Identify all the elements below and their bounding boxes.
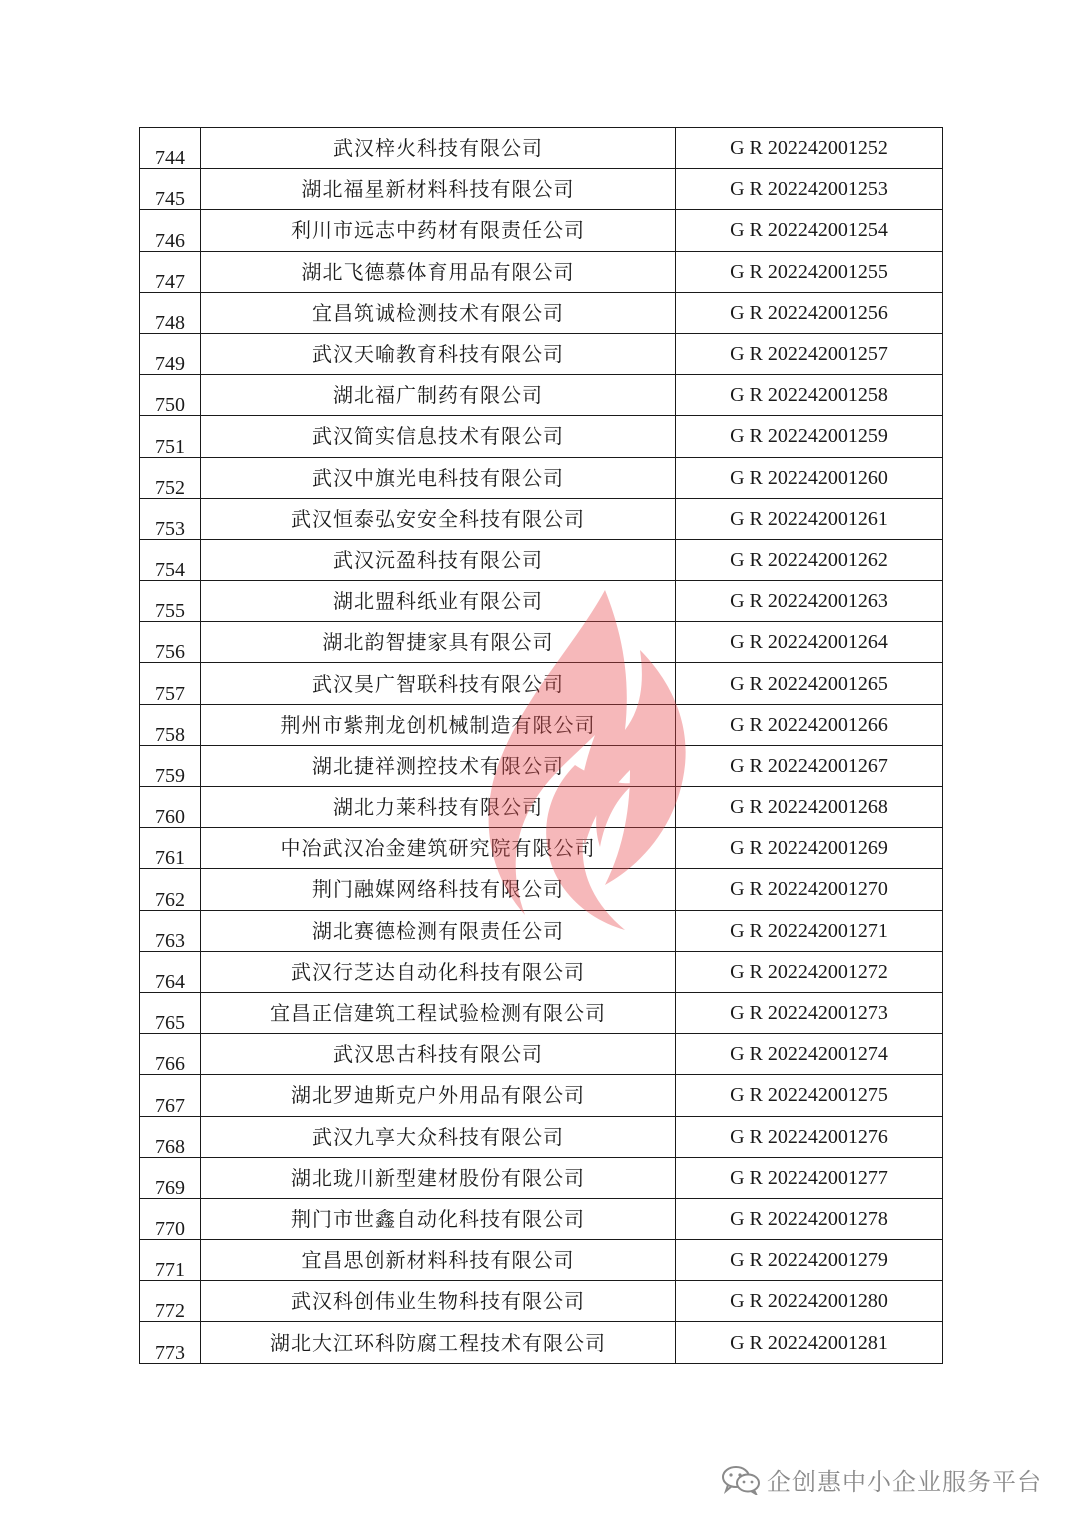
row-number: 751 (140, 416, 201, 457)
company-name: 武汉天喻教育科技有限公司 (201, 333, 676, 374)
table-row (140, 663, 943, 704)
row-number: 753 (140, 498, 201, 539)
table-row (140, 704, 943, 745)
company-name: 宜昌正信建筑工程试验检测有限公司 (201, 992, 676, 1033)
row-number: 748 (140, 292, 201, 333)
certificate-number: G R 202242001280 (676, 1281, 943, 1322)
table-row (140, 828, 943, 869)
footer-watermark (721, 1462, 1042, 1497)
certificate-number: G R 202242001279 (676, 1240, 943, 1281)
footer-account-name: 企创惠中小企业服务平台 (767, 1468, 1042, 1496)
company-name: 武汉昊广智联科技有限公司 (201, 663, 676, 704)
table-row (140, 416, 943, 457)
table-row (140, 1157, 943, 1198)
company-name: 湖北飞德慕体育用品有限公司 (201, 251, 676, 292)
company-name: 湖北赛德检测有限责任公司 (201, 910, 676, 951)
certificate-number: G R 202242001262 (676, 539, 943, 580)
table-row (140, 1322, 943, 1363)
table-row (140, 1281, 943, 1322)
row-number: 759 (140, 745, 201, 786)
company-name: 湖北力莱科技有限公司 (201, 787, 676, 828)
row-number: 754 (140, 539, 201, 580)
table-row (140, 951, 943, 992)
company-name: 武汉行芝达自动化科技有限公司 (201, 951, 676, 992)
table-row (140, 539, 943, 580)
company-name: 湖北捷祥测控技术有限公司 (201, 745, 676, 786)
certificate-number: G R 202242001252 (676, 128, 943, 169)
certificate-number: G R 202242001271 (676, 910, 943, 951)
row-number: 761 (140, 828, 201, 869)
certificate-number: G R 202242001278 (676, 1198, 943, 1239)
table-row (140, 1075, 943, 1116)
certificate-number: G R 202242001281 (676, 1322, 943, 1363)
company-name: 武汉九享大众科技有限公司 (201, 1116, 676, 1157)
row-number: 744 (140, 128, 201, 169)
certificate-number: G R 202242001253 (676, 169, 943, 210)
company-name: 湖北罗迪斯克户外用品有限公司 (201, 1075, 676, 1116)
company-name: 湖北大江环科防腐工程技术有限公司 (201, 1322, 676, 1363)
certificate-number: G R 202242001261 (676, 498, 943, 539)
certificate-number: G R 202242001258 (676, 375, 943, 416)
table-row (140, 1240, 943, 1281)
table-row (140, 622, 943, 663)
company-name: 荆门市世鑫自动化科技有限公司 (201, 1198, 676, 1239)
certificate-number: G R 202242001269 (676, 828, 943, 869)
company-name: 宜昌思创新材料科技有限公司 (201, 1240, 676, 1281)
company-name: 湖北福星新材料科技有限公司 (201, 169, 676, 210)
row-number: 757 (140, 663, 201, 704)
certificate-number: G R 202242001274 (676, 1034, 943, 1075)
certificate-number: G R 202242001263 (676, 581, 943, 622)
row-number: 769 (140, 1157, 201, 1198)
company-name: 宜昌筑诚检测技术有限公司 (201, 292, 676, 333)
table-row (140, 787, 943, 828)
certificate-number: G R 202242001264 (676, 622, 943, 663)
certificate-number: G R 202242001259 (676, 416, 943, 457)
row-number: 773 (140, 1322, 201, 1363)
row-number: 767 (140, 1075, 201, 1116)
table-row (140, 128, 943, 169)
table-row (140, 1198, 943, 1239)
certificate-number: G R 202242001268 (676, 787, 943, 828)
company-name: 武汉梓火科技有限公司 (201, 128, 676, 169)
table-row (140, 992, 943, 1033)
company-name: 湖北福广制药有限公司 (201, 375, 676, 416)
table-row (140, 581, 943, 622)
company-name: 武汉中旗光电科技有限公司 (201, 457, 676, 498)
certificate-number: G R 202242001270 (676, 869, 943, 910)
certificate-number: G R 202242001254 (676, 210, 943, 251)
table-row (140, 457, 943, 498)
certificate-number: G R 202242001266 (676, 704, 943, 745)
certificate-number: G R 202242001265 (676, 663, 943, 704)
company-name: 荆门融媒网络科技有限公司 (201, 869, 676, 910)
certificate-number: G R 202242001267 (676, 745, 943, 786)
company-name: 武汉思古科技有限公司 (201, 1034, 676, 1075)
certificate-number: G R 202242001256 (676, 292, 943, 333)
company-name: 湖北盟科纸业有限公司 (201, 581, 676, 622)
table-row (140, 910, 943, 951)
row-number: 745 (140, 169, 201, 210)
company-name: 武汉恒泰弘安安全科技有限公司 (201, 498, 676, 539)
row-number: 747 (140, 251, 201, 292)
certificate-number: G R 202242001277 (676, 1157, 943, 1198)
table-body (140, 128, 943, 1364)
table-row (140, 333, 943, 374)
row-number: 771 (140, 1240, 201, 1281)
table-row (140, 745, 943, 786)
table-row (140, 498, 943, 539)
row-number: 772 (140, 1281, 201, 1322)
table-row (140, 1116, 943, 1157)
company-name: 湖北韵智捷家具有限公司 (201, 622, 676, 663)
company-name: 中冶武汉冶金建筑研究院有限公司 (201, 828, 676, 869)
certificate-number: G R 202242001275 (676, 1075, 943, 1116)
company-name: 利川市远志中药材有限责任公司 (201, 210, 676, 251)
certificate-table (139, 127, 943, 1364)
table-row (140, 169, 943, 210)
certificate-number: G R 202242001272 (676, 951, 943, 992)
certificate-number: G R 202242001260 (676, 457, 943, 498)
company-name: 武汉科创伟业生物科技有限公司 (201, 1281, 676, 1322)
row-number: 765 (140, 992, 201, 1033)
row-number: 763 (140, 910, 201, 951)
row-number: 749 (140, 333, 201, 374)
table-row (140, 375, 943, 416)
certificate-number: G R 202242001255 (676, 251, 943, 292)
company-name: 武汉简实信息技术有限公司 (201, 416, 676, 457)
certificate-number: G R 202242001257 (676, 333, 943, 374)
wechat-icon (721, 1465, 761, 1495)
row-number: 762 (140, 869, 201, 910)
row-number: 770 (140, 1198, 201, 1239)
row-number: 768 (140, 1116, 201, 1157)
row-number: 746 (140, 210, 201, 251)
row-number: 760 (140, 787, 201, 828)
company-name: 荆州市紫荆龙创机械制造有限公司 (201, 704, 676, 745)
certificate-number: G R 202242001273 (676, 992, 943, 1033)
company-name: 湖北珑川新型建材股份有限公司 (201, 1157, 676, 1198)
table-row (140, 292, 943, 333)
table-row (140, 1034, 943, 1075)
row-number: 752 (140, 457, 201, 498)
row-number: 755 (140, 581, 201, 622)
row-number: 764 (140, 951, 201, 992)
table-row (140, 869, 943, 910)
table-row (140, 210, 943, 251)
row-number: 758 (140, 704, 201, 745)
company-name: 武汉沅盈科技有限公司 (201, 539, 676, 580)
table-row (140, 251, 943, 292)
row-number: 766 (140, 1034, 201, 1075)
certificate-number: G R 202242001276 (676, 1116, 943, 1157)
row-number: 756 (140, 622, 201, 663)
row-number: 750 (140, 375, 201, 416)
